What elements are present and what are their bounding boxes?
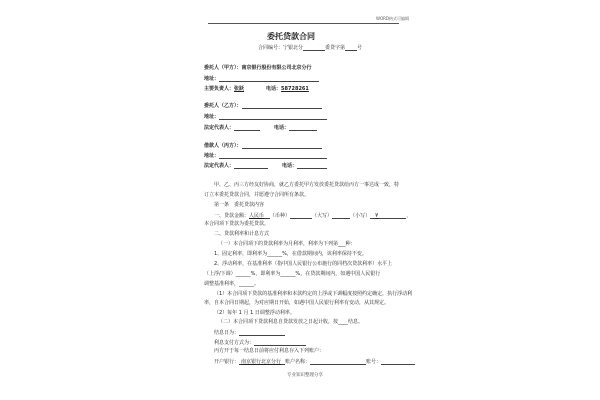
- account-no-label: 账号：: [366, 359, 382, 365]
- clause-1-line: [214, 213, 411, 219]
- clause-2-item-1: （一）本合同项下的贷款利率为月利率，利率为下列第___种：: [218, 241, 356, 247]
- party-b-legal-rep-label: 法定代表人：: [204, 125, 235, 131]
- party-a-principal-name: 张跃: [234, 86, 245, 92]
- chapter-1-heading: 第一条 委托贷款内容: [214, 202, 265, 208]
- clause-1-yuan: ¥: [375, 213, 379, 219]
- clause-2-title: 二、贷款利率和计息方式: [214, 231, 270, 237]
- party-a-address: [204, 76, 319, 82]
- account-intro: 丙方开于每一结息日前将应付利息存入下列账户：: [214, 348, 325, 354]
- party-b-address-blank: [219, 114, 327, 120]
- party-c-address-label: 地址：: [204, 153, 220, 159]
- header-rule: [208, 23, 399, 24]
- clause-2-item-8: （2）每年 1 月 1 日调整浮动利率。: [214, 310, 295, 316]
- party-b-legal-rep: [204, 125, 317, 131]
- contract-number-label: 合同编号：: [258, 45, 284, 51]
- party-b-label: 委托人（乙方）：: [204, 103, 242, 109]
- interest-date-blank: [239, 330, 285, 336]
- party-b-phone-label: 电话：: [274, 125, 290, 131]
- clause-1-amount-blank: [378, 213, 406, 219]
- bank-value: 南京银行北京分行: [241, 359, 282, 365]
- intro-line-1: 甲、乙、丙三方经友好协商，就乙方委托甲方发放委托贷款给丙方一事达成一致，特: [214, 182, 400, 188]
- party-c-line: [204, 143, 322, 149]
- clause-1-currency: 人民币: [249, 213, 265, 219]
- document-title: 委托贷款合同: [267, 32, 315, 41]
- interest-date-label: 结息日为：: [214, 330, 240, 336]
- party-b-address: [204, 114, 327, 120]
- party-a-address-blank: [219, 76, 319, 82]
- clause-2-item-3: 2、浮动利率，在基准利率（指中国人民银行公布施行的同档次贷款利率）水平上: [214, 261, 393, 267]
- contract-number-prefix: 宁银北分: [283, 45, 304, 51]
- contract-number-blank-1: [303, 45, 325, 51]
- party-a-line: [204, 66, 312, 71]
- interest-date: [214, 330, 285, 336]
- party-a-principal: [204, 87, 309, 92]
- party-c-legal-rep: [204, 163, 327, 169]
- clause-1-lower-note: （小写）: [350, 213, 371, 219]
- clause-2-item-7: 率，自本合同日期起，为对应期日开始，如遇中国人民银行利率有变动，从其规定。: [204, 300, 390, 306]
- contract-number-blank-2: [345, 45, 357, 51]
- party-c-name-blank: [242, 143, 322, 149]
- account-name-blank: [310, 359, 366, 365]
- contract-number-mid: 委贷字第: [325, 45, 346, 51]
- interest-method-blank: [254, 340, 306, 346]
- party-c-address: [204, 153, 327, 159]
- interest-method: [214, 340, 306, 346]
- clause-2-item-9: （二）本合同项下贷款利息自贷款发放之日起计收，按____结息。: [218, 319, 364, 325]
- clause-1-upper-blank: [290, 213, 312, 219]
- clause-2-item-2: 1、固定利率，即利率为______%，在借款期间内，该利率保持不变。: [214, 251, 367, 257]
- clause-1-currency-note: （币种）: [270, 213, 291, 219]
- clause-1-suffix: ，: [406, 213, 412, 219]
- intro-line-2: 订立本委托贷款合同，并愿遵守合同所有条款。: [204, 192, 310, 198]
- clause-1-upper-note: （大写）: [312, 213, 333, 219]
- contract-number: [258, 45, 362, 51]
- account-name-label: 账户名称：: [285, 359, 311, 365]
- party-c-legal-rep-blank: [234, 163, 268, 169]
- party-c-phone-label: 电话：: [282, 163, 298, 169]
- party-b-address-label: 地址：: [204, 114, 220, 120]
- party-c-label: 借款人（丙方）：: [204, 143, 242, 149]
- clause-2-item-5: 调整基准利率，______。: [204, 281, 260, 287]
- party-b-legal-rep-blank: [234, 125, 260, 131]
- party-a-name: 南京银行股份有限公司北京分行: [241, 65, 312, 71]
- party-c-legal-rep-label: 法定代表人：: [204, 163, 235, 169]
- clause-1-second-line: 本合同项下贷款为委托贷款。: [204, 221, 270, 227]
- party-c-address-blank: [219, 153, 327, 159]
- clause-1-lower-blank: [332, 213, 350, 219]
- interest-method-label: 利息支付方式为：: [214, 340, 255, 346]
- party-a-phone: 58728261: [281, 86, 309, 92]
- party-b-line: [204, 103, 322, 109]
- party-b-name-blank: [242, 103, 322, 109]
- party-a-principal-label: 主要负责人：: [204, 86, 235, 92]
- party-a-label: 委托人（甲方）：: [204, 65, 242, 71]
- header-label: WORD格式可编辑: [376, 16, 409, 21]
- account-no-blank: [381, 359, 415, 365]
- party-a-phone-label: 电话：: [266, 86, 282, 92]
- footer-text: 专业知识整理分享: [287, 373, 323, 378]
- clause-1-prefix: 一、贷款金额：: [214, 213, 250, 219]
- party-c-phone-blank: [297, 163, 327, 169]
- party-b-phone-blank: [289, 125, 317, 131]
- clause-2-item-6: （1）本合同项下贷款的基准利率和本款约定的上浮或下调幅度按照约定确定，执行浮动利: [214, 291, 413, 297]
- contract-number-suffix: 号: [357, 45, 363, 51]
- bank-label: 开户银行：: [214, 359, 240, 365]
- clause-2-item-4: （上浮/下调）______%，即利率为______%，在贷款期间内，如遇中国人民银行: [204, 271, 381, 277]
- party-a-address-label: 地址：: [204, 76, 220, 82]
- account-line: [214, 359, 415, 365]
